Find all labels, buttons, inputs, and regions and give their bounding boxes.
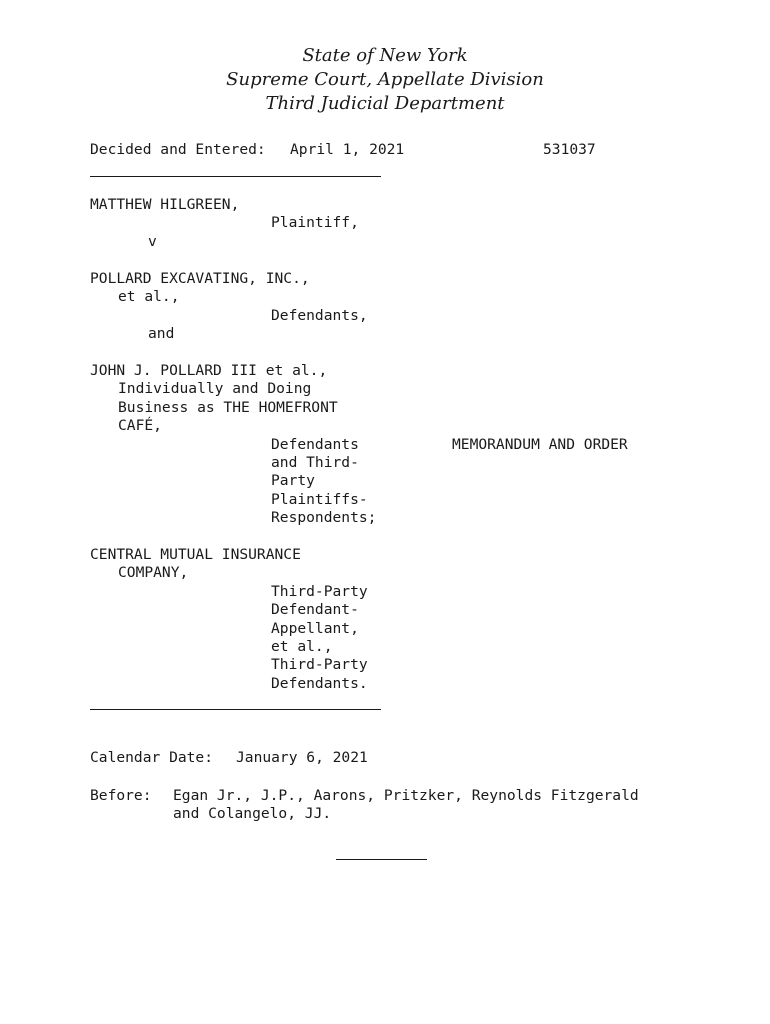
defendant2-role-line3: Party	[271, 472, 315, 489]
third-party-role-line4: et al.,	[271, 638, 333, 655]
document-type: MEMORANDUM AND ORDER	[452, 436, 628, 453]
caption-top-rule	[90, 176, 381, 177]
calendar-label: Calendar Date:	[90, 749, 214, 766]
calendar-date: January 6, 2021	[236, 749, 368, 766]
before-justices-line1: Egan Jr., J.P., Aarons, Pritzker, Reynolds Fitzgerald	[173, 787, 639, 804]
defendant1-role: Defendants,	[271, 307, 368, 324]
third-party-name-line2: COMPANY,	[118, 564, 189, 581]
third-party-role-line6: Defendants.	[271, 675, 368, 692]
and-connector: and	[148, 325, 175, 342]
third-party-role-line5: Third-Party	[271, 656, 368, 673]
defendant2-name-line4: CAFÉ,	[118, 417, 162, 434]
court-department: Third Judicial Department	[265, 93, 505, 114]
docket-number: 531037	[543, 141, 596, 158]
court-heading	[0, 44, 770, 116]
third-party-role-line2: Defendant-	[271, 601, 359, 618]
before-label: Before:	[90, 787, 152, 804]
defendant2-role-line4: Plaintiffs-	[271, 491, 368, 508]
plaintiff-role: Plaintiff,	[271, 214, 359, 231]
defendant1-name-line1: POLLARD EXCAVATING, INC.,	[90, 270, 310, 287]
third-party-name-line1: CENTRAL MUTUAL INSURANCE	[90, 546, 301, 563]
plaintiff-name: MATTHEW HILGREEN,	[90, 196, 240, 213]
third-party-role-line1: Third-Party	[271, 583, 368, 600]
defendant2-role-line1: Defendants	[271, 436, 359, 453]
defendant2-role-line2: and Third-	[271, 454, 359, 471]
court-state: State of New York	[302, 45, 468, 66]
defendant2-name-line1: JOHN J. POLLARD III et al.,	[90, 362, 328, 379]
versus: v	[148, 233, 157, 250]
before-justices-line2: and Colangelo, JJ.	[173, 805, 332, 822]
defendant2-name-line2: Individually and Doing	[118, 380, 312, 397]
court-division: Supreme Court, Appellate Division	[226, 69, 544, 90]
decided-label: Decided and Entered:	[90, 141, 266, 158]
section-separator-rule	[336, 859, 427, 860]
defendant2-role-line5: Respondents;	[271, 509, 377, 526]
third-party-role-line3: Appellant,	[271, 620, 359, 637]
defendant1-name-line2: et al.,	[118, 288, 180, 305]
decided-date: April 1, 2021	[290, 141, 405, 158]
caption-bottom-rule	[90, 709, 381, 710]
defendant2-name-line3: Business as THE HOMEFRONT	[118, 399, 338, 416]
